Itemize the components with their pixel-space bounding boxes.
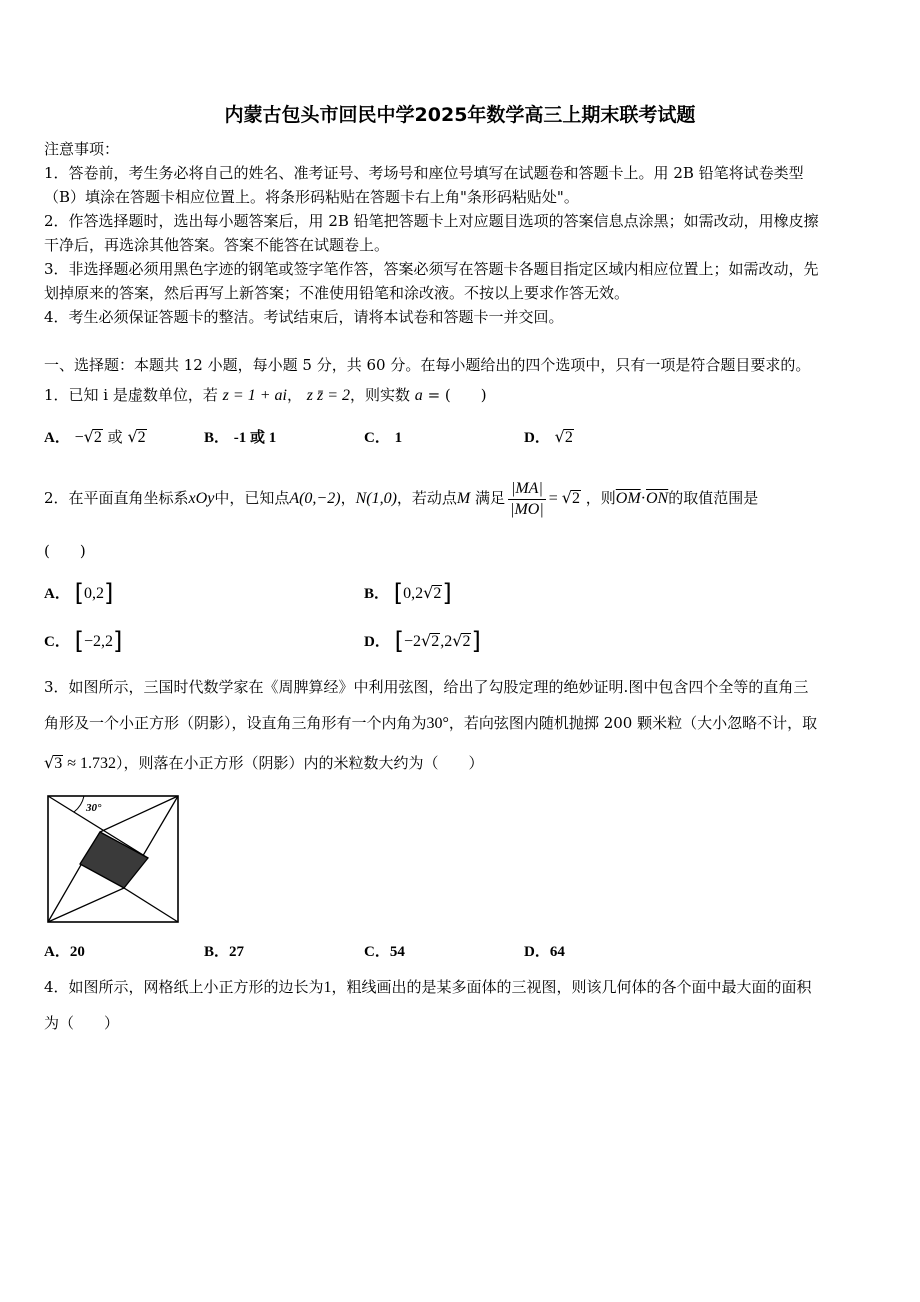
option-mid: 或	[107, 428, 123, 446]
question-1-stem	[44, 384, 884, 407]
option-key: B．	[204, 430, 230, 446]
option-radicand: 2	[462, 633, 471, 650]
q2-fraction	[508, 479, 546, 520]
sqrt-icon: √	[421, 631, 432, 650]
q2-eq: =	[548, 490, 562, 507]
option-text: 27	[229, 944, 245, 960]
q1-option-b[interactable]	[204, 426, 276, 449]
q3-option-d[interactable]	[524, 940, 565, 963]
q4-text: 4．如图所示，网格纸上小正方形的边长为	[44, 978, 324, 996]
question-3-stem	[44, 752, 884, 775]
q2-vector-on: $\overline{ON}$	[645, 490, 669, 507]
q3-radicand: 3	[54, 755, 63, 772]
q2-point-n: N(1,0)	[355, 490, 397, 507]
q3-angle: 30°	[426, 715, 449, 732]
notice-item: 3．非选择题必须用黑色字迹的钢笔或签字笔作答，答案必须写在答题卡各题目指定区域内相应位置上；如需改动，先	[44, 260, 819, 278]
right-bracket-icon: ]	[113, 627, 123, 655]
option-text: 1	[394, 430, 403, 446]
q1-text: ，则实数	[349, 386, 410, 404]
q2-text: 的取值范围是	[668, 489, 759, 507]
question-4-stem: 为（ ）	[44, 1014, 120, 1032]
q2-option-d[interactable]	[364, 627, 481, 655]
option-key: D．	[524, 944, 550, 960]
option-text: −2,2	[84, 633, 114, 650]
page-title: 内蒙古包头市回民中学2025年数学高三上期末联考试题	[224, 104, 696, 126]
option-radicand: 2	[93, 429, 102, 446]
question-3-stem	[44, 712, 884, 735]
question-4-stem	[44, 976, 884, 999]
option-key: D．	[524, 430, 550, 446]
left-bracket-icon: [	[74, 627, 84, 655]
q1-sep: ，	[286, 386, 302, 404]
q2-option-b[interactable]	[364, 579, 452, 607]
notice-item: 划掉原来的答案，然后再写上新答案；不准使用铅笔和涂改液。不按以上要求作答无效。	[44, 284, 630, 302]
q2-sys: xOy	[188, 490, 215, 507]
pythagoras-chord-figure	[44, 792, 184, 926]
sqrt-icon: √	[561, 488, 572, 507]
q3-option-c[interactable]	[364, 940, 405, 963]
q2-point-m: M	[456, 490, 471, 507]
fraction-numerator: |MA|	[508, 479, 546, 500]
q2-vector-om: $\overline{OM}$	[615, 490, 641, 507]
q2-sep: ，	[340, 489, 356, 507]
right-bracket-icon: ]	[104, 579, 114, 607]
sqrt-icon: √	[127, 427, 138, 446]
section-heading: 一、选择题：本题共 12 小题，每小题 5 分，共 60 分。在每小题给出的四个选项中，只有一项是符合题目要求的。	[44, 356, 811, 374]
option-radicand: 2	[564, 429, 573, 446]
q2-dot: ·	[640, 490, 646, 507]
q4-number: 1	[323, 979, 332, 996]
q1-text: 1．已知 i 是虚数单位，若	[44, 386, 218, 404]
q3-text: ），则落在小正方形（阴影）内的米粒数大约为（ ）	[115, 754, 484, 772]
q2-option-a[interactable]	[44, 579, 114, 607]
q2-point-a: A(0,−2)	[289, 490, 341, 507]
option-key: C．	[364, 430, 390, 446]
q2-radicand: 2	[571, 490, 580, 507]
option-key: A．	[44, 430, 70, 446]
q1-text: = ( )	[427, 386, 487, 404]
q2-option-c[interactable]	[44, 627, 123, 655]
question-3-stem: 3．如图所示，三国时代数学家在《周脾算经》中利用弦图，给出了勾股定理的绝妙证明.图中包含四个全等的直角三	[44, 678, 809, 696]
option-text: 54	[389, 944, 405, 960]
left-bracket-icon: [	[394, 627, 404, 655]
option-key: D．	[364, 634, 390, 650]
sqrt-icon: √	[452, 631, 463, 650]
option-key: B．	[364, 586, 390, 602]
q1-expr: z = 1 + ai	[222, 387, 287, 404]
left-bracket-icon: [	[393, 579, 404, 607]
q4-text: ，粗线画出的是某多面体的三视图，则该几何体的各个面中最大面的面积	[331, 978, 812, 996]
option-key: A．	[44, 586, 70, 602]
q2-text: ，若动点	[396, 489, 457, 507]
q1-option-d[interactable]	[524, 426, 574, 449]
q2-text: ，则	[585, 489, 616, 507]
q3-option-a[interactable]	[44, 940, 85, 963]
option-key: A．	[44, 944, 70, 960]
sqrt-icon: √	[44, 753, 55, 772]
q2-text: 满足	[475, 489, 506, 507]
option-key: C．	[44, 634, 70, 650]
q1-var: a	[414, 387, 423, 404]
q1-option-c[interactable]	[364, 426, 402, 449]
q2-answer-blank: ( )	[44, 542, 86, 560]
option-text: -1 或 1	[233, 430, 277, 446]
option-radicand: 2	[431, 633, 440, 650]
notice-item: 2．作答选择题时，选出每小题答案后，用 2B 铅笔把答题卡上对应题目选项的答案信息点涂黑；如需改动，用橡皮擦	[44, 212, 819, 230]
option-text: 0,2	[84, 585, 104, 602]
right-bracket-icon: ]	[471, 627, 481, 655]
q3-text: 角形及一个小正方形（阴影），设直角三角形有一个内角为	[44, 714, 427, 732]
option-text: 20	[69, 944, 85, 960]
q3-option-b[interactable]	[204, 940, 244, 963]
q1-expr2: z z̄ = 2	[306, 387, 350, 404]
option-text: ,2	[440, 633, 453, 650]
option-text: −2	[404, 633, 422, 650]
sqrt-icon: √	[423, 583, 434, 602]
left-bracket-icon: [	[74, 579, 84, 607]
option-radicand: 2	[137, 429, 146, 446]
q3-approx: ≈ 1.732	[63, 755, 116, 772]
q1-option-a[interactable]	[44, 426, 147, 449]
option-key: B．	[204, 944, 230, 960]
question-2-stem	[44, 476, 884, 520]
notice-item: 干净后，再选涂其他答案。答案不能答在试题卷上。	[44, 236, 390, 254]
q2-text: 中，已知点	[214, 489, 290, 507]
option-key: C．	[364, 944, 390, 960]
option-sign: −	[74, 429, 84, 446]
angle-label: 30°	[86, 802, 102, 814]
notice-item: 4．考生必须保证答题卡的整洁。考试结束后，请将本试卷和答题卡一并交回。	[44, 308, 564, 326]
option-text: 0,2	[403, 585, 424, 602]
notice-item: 1．答卷前，考生务必将自己的姓名、准考证号、考场号和座位号填写在试题卷和答题卡上。用 2B 铅笔将试卷类型	[44, 164, 804, 182]
option-text: 64	[549, 944, 565, 960]
sqrt-icon: √	[83, 427, 94, 446]
q3-text: ，若向弦图内随机抛掷 200 颗米粒（大小忽略不计，取	[448, 714, 818, 732]
notice-heading: 注意事项：	[44, 140, 120, 158]
right-bracket-icon: ]	[442, 579, 452, 607]
option-radicand: 2	[433, 585, 442, 602]
sqrt-icon: √	[554, 427, 565, 446]
fraction-denominator: |MO|	[510, 500, 544, 518]
notice-item: （B）填涂在答题卡相应位置上。将条形码粘贴在答题卡右上角"条形码粘贴处"。	[44, 188, 579, 206]
q2-text: 2．在平面直角坐标系	[44, 489, 189, 507]
